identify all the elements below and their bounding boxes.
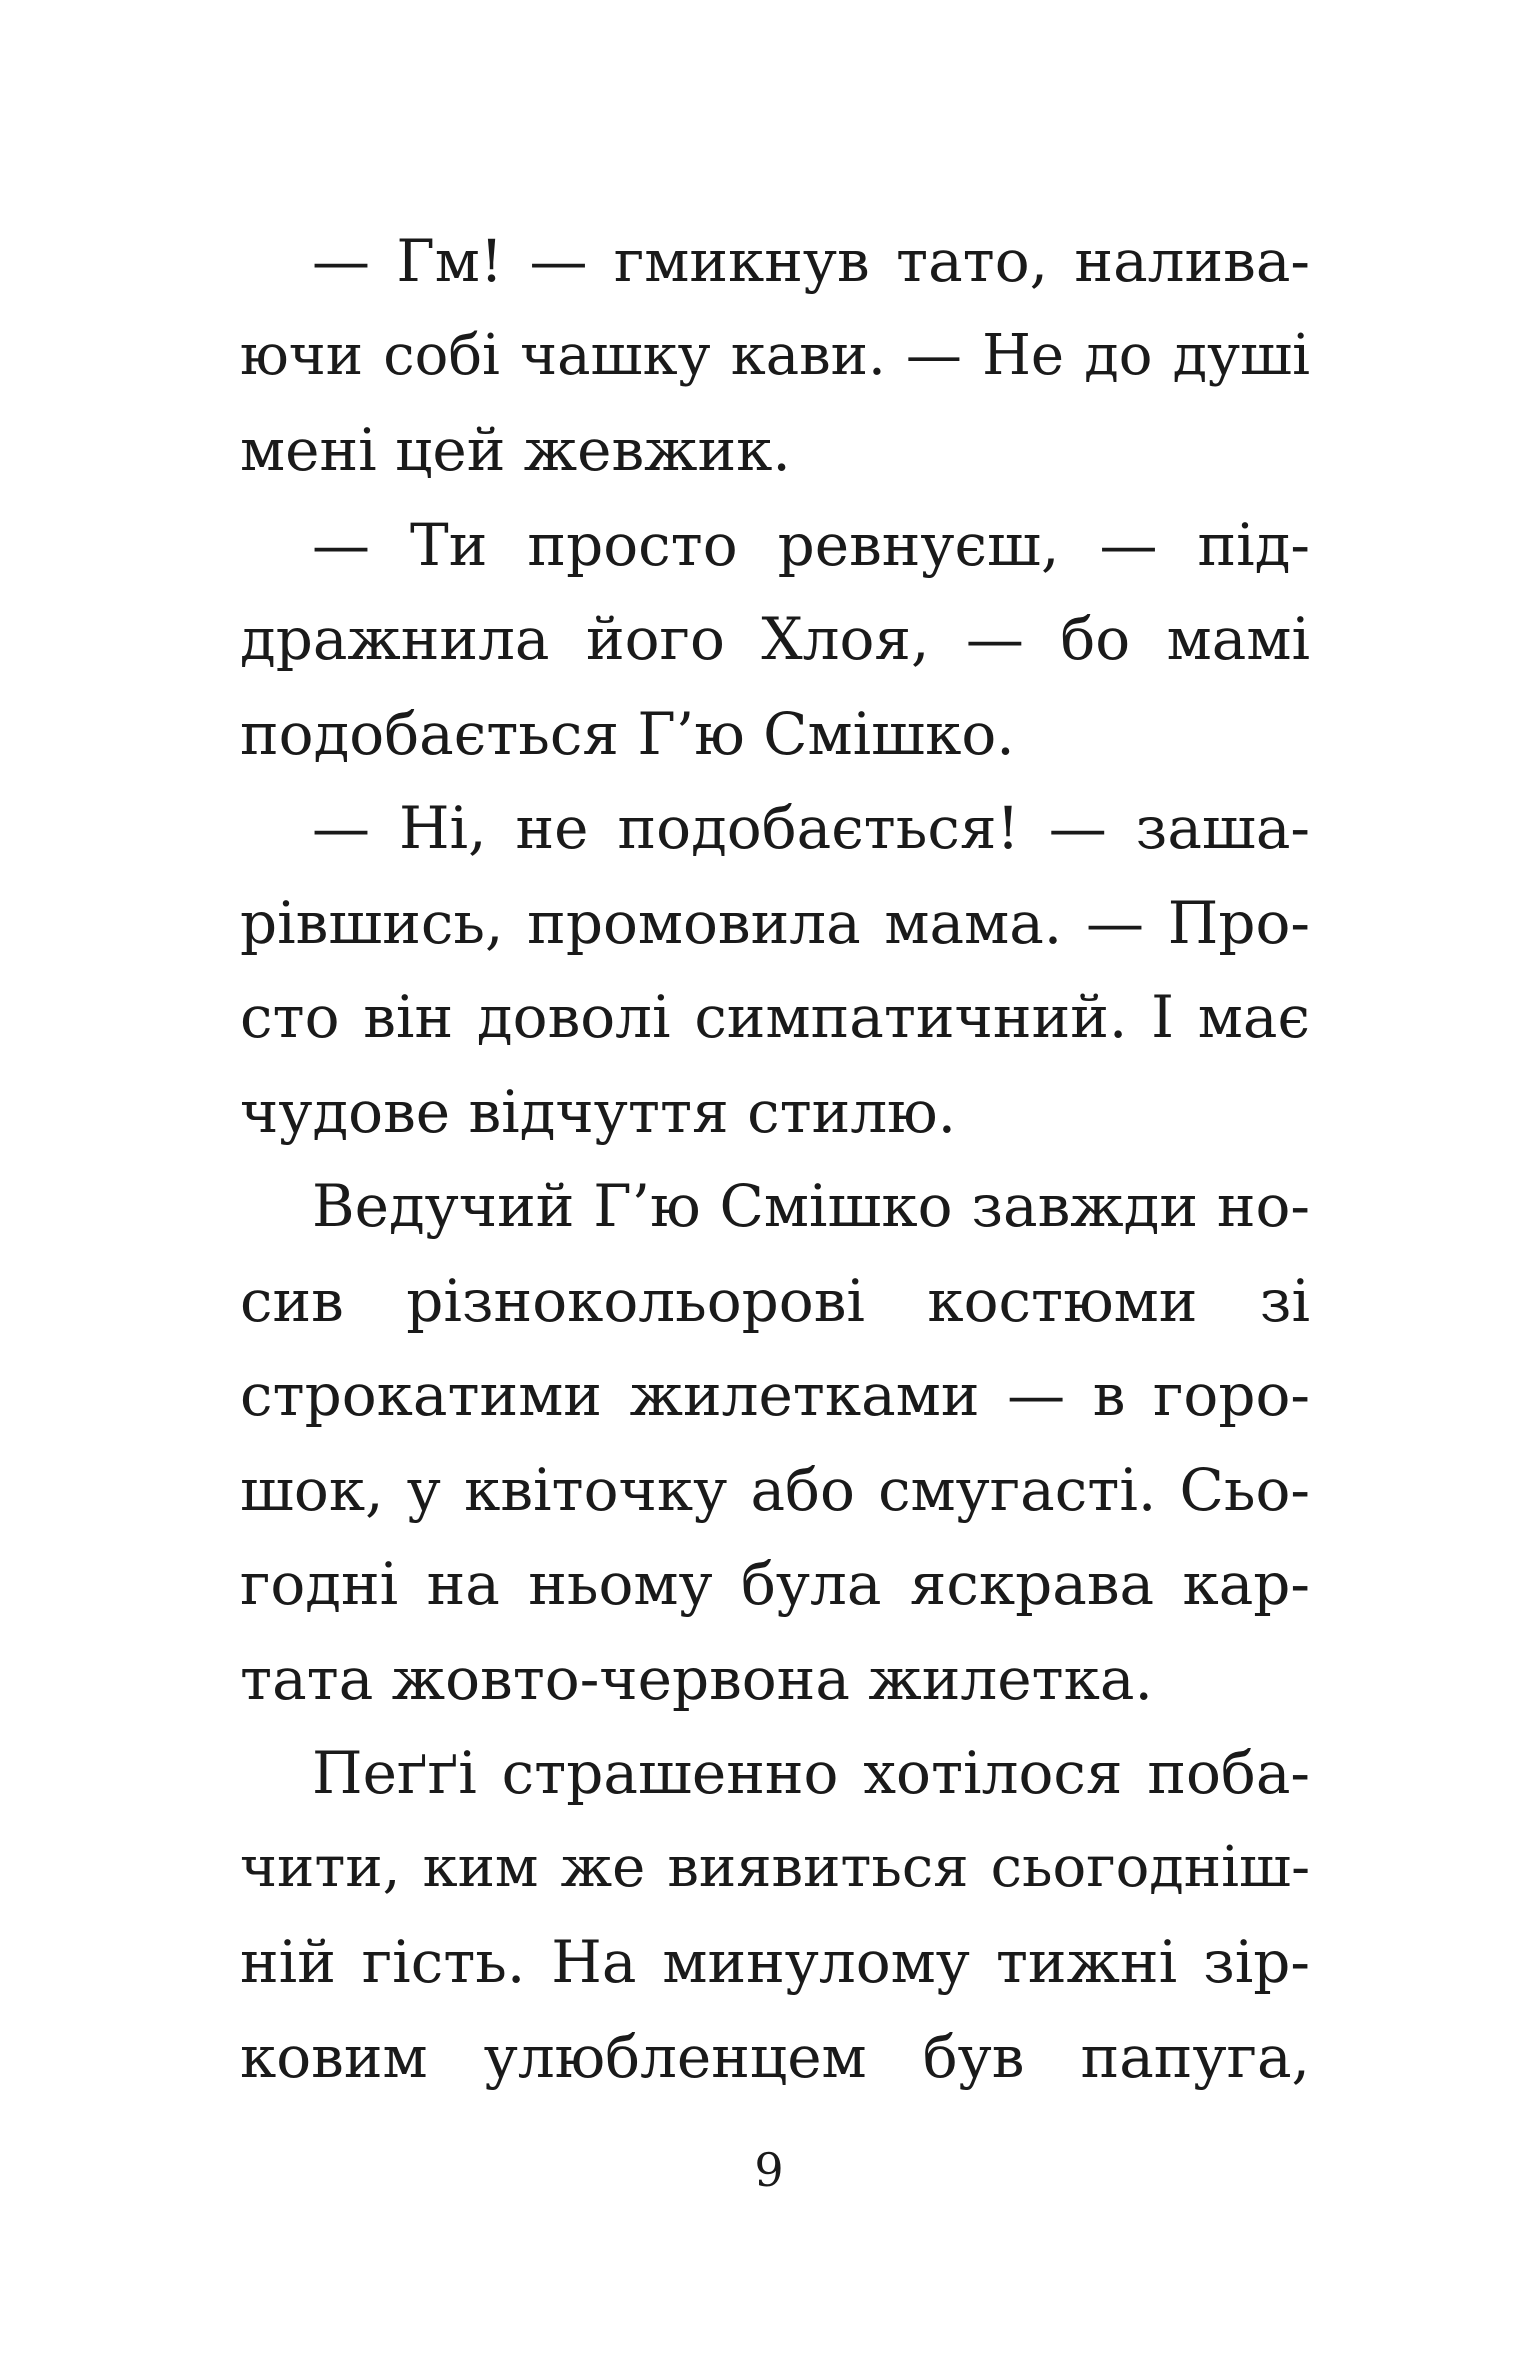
text-line: мені цей жевжик.: [240, 416, 791, 484]
text-line: — Ні, не подобається! — заша-: [312, 794, 1310, 862]
text-line: чудове відчуття стилю.: [240, 1077, 957, 1146]
text-line: строкатими жилетками — в горо-: [240, 1361, 1310, 1429]
text-line: сто він доволі симпатичний. І має: [240, 983, 1310, 1051]
text-line: рівшись, промовила мама. — Про-: [240, 888, 1310, 957]
text-line: подобається Г’ю Смішко.: [240, 699, 1015, 768]
text-line: — Ти просто ревнуєш, — під-: [312, 510, 1310, 579]
text-line: Ведучий Г’ю Смішко завжди но-: [312, 1172, 1310, 1240]
text-line: шок, у квіточку або смугасті. Сьо-: [240, 1455, 1310, 1524]
text-line: дражнила його Хлоя, — бо мамі: [240, 605, 1310, 673]
text-line: ючи собі чашку кави. — Не до душі: [240, 322, 1310, 388]
text-line: сив різнокольорові костюми зі: [240, 1266, 1310, 1335]
text-line: годні на ньому була яскрава кар-: [240, 1550, 1310, 1618]
text-line: — Гм! — гмикнув тато, налива-: [312, 227, 1310, 295]
text-line: Пеґґі страшенно хотілося поба-: [312, 1739, 1310, 1807]
text-line: ковим улюбленцем був папуга,: [240, 2022, 1310, 2091]
body-text: [240, 214, 1310, 2104]
text-line: тата жовто-червона жилетка.: [240, 1644, 1153, 1713]
text-line: ній гість. На минулому тижні зір-: [240, 1928, 1310, 1996]
page-number: 9: [754, 2143, 784, 2197]
text-line: чити, ким же виявиться сьогоднiш-: [240, 1834, 1310, 1900]
